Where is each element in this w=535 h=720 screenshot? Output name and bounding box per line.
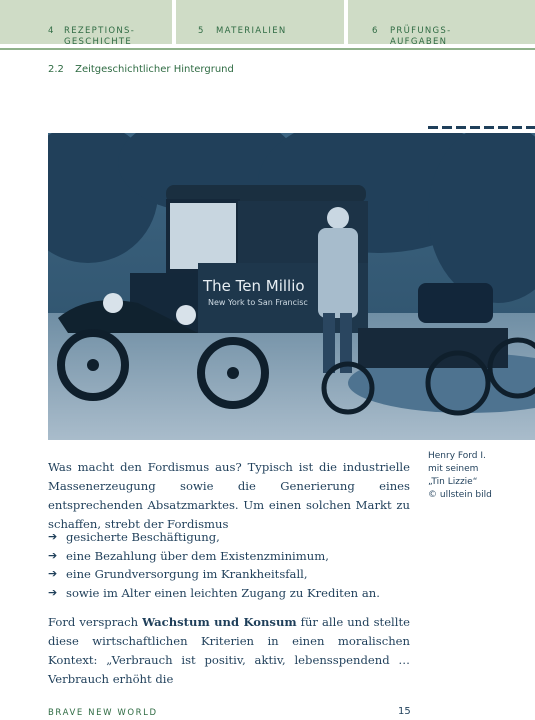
caption-credit: © ullstein bild: [428, 490, 492, 500]
paragraph-2: Ford versprach Wachstum und Konsum für alle und stellte diese wirtschaftlichen Kriterien in einen moralischen Kontext: „Verbrauch ist positiv, aktiv, lebensspendend … Verbrauch erhöht die: [48, 615, 410, 686]
paragraph-1: Was macht den Fordismus aus? Typisch ist die industrielle Massenerzeugung sowie die Generierung eines entsprechenden Absatzmarktes. Um einen solchen Markt zu schaffen, strebt der Fordismus: [48, 460, 410, 531]
bullet-list: [48, 528, 380, 602]
caption-line: mit seinem: [428, 464, 479, 474]
arrow-icon: ➔: [48, 567, 58, 580]
arrow-icon: ➔: [48, 585, 58, 599]
photo-caption: [428, 450, 533, 502]
tab-number: 6: [372, 26, 379, 36]
bold-phrase: Wachstum und Konsum: [142, 615, 297, 629]
tab-pruefungsaufgaben[interactable]: [348, 0, 535, 47]
tab-rezeptionsgeschichte[interactable]: [0, 0, 172, 47]
tab-number: 5: [198, 26, 205, 36]
page-number: 15: [398, 706, 411, 717]
tab-materialien[interactable]: [176, 0, 344, 44]
book-title-footer: BRAVE NEW WORLD: [48, 708, 158, 718]
ford-photo: [48, 133, 535, 440]
tab-label: MATERIALIEN: [216, 26, 287, 36]
caption-line: Henry Ford I.: [428, 451, 486, 461]
decorative-dashes: [428, 126, 535, 129]
car-lettering-1: The Ten Millio: [203, 277, 305, 295]
section-number: 2.2: [48, 64, 64, 75]
arrow-icon: ➔: [48, 530, 58, 543]
section-title: Zeitgeschichtlicher Hintergrund: [75, 64, 234, 75]
list-item: ➔ sowie im Alter einen leichten Zugang zu Krediten an.: [48, 584, 380, 603]
car-lettering-2: New York to San Francisc: [208, 298, 308, 307]
list-item: ➔ eine Bezahlung über dem Existenzminimum,: [48, 547, 380, 566]
tab-number: 4: [48, 26, 55, 36]
tab-label: PRÜFUNGS- AUFGABEN: [390, 26, 452, 47]
tab-divider: [0, 48, 535, 50]
arrow-icon: ➔: [48, 548, 58, 562]
list-item: ➔ eine Grundversorgung im Krankheitsfall,: [48, 565, 380, 584]
tab-label: REZEPTIONS- GESCHICHTE: [64, 26, 136, 47]
section-heading: [48, 64, 234, 75]
list-item: ➔ gesicherte Beschäftigung,: [48, 528, 380, 547]
chapter-tabs: [0, 0, 535, 48]
caption-line: „Tin Lizzie“: [428, 477, 478, 487]
